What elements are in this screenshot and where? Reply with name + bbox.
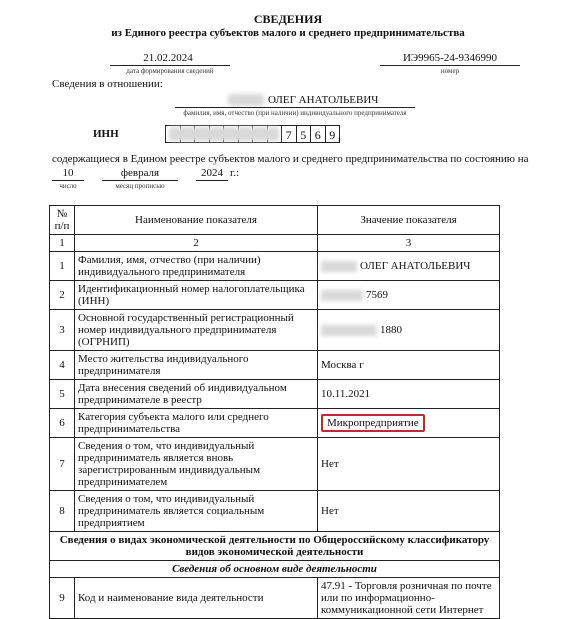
row-name: Место жительства индивидуального предпринимателя <box>75 351 318 380</box>
state-day: 10 <box>62 167 74 179</box>
subsection-row <box>50 561 500 578</box>
index-2: 2 <box>75 235 318 252</box>
table-row <box>50 491 500 532</box>
table-row <box>50 409 500 438</box>
row-value-cell <box>318 252 500 281</box>
inn-digit-box: 5 <box>296 125 312 143</box>
section-row <box>50 532 500 561</box>
state-text: содержащиеся в Едином реестре субъектов малого и среднего предпринимательства по состоянию на <box>52 153 529 165</box>
table-index-row <box>50 235 500 252</box>
redacted-block <box>321 261 357 272</box>
row-number: 4 <box>50 351 75 380</box>
row-number: 2 <box>50 281 75 310</box>
section-title: Сведения о видах экономической деятельности по Общероссийскому классификатору видов экономической деятельности <box>50 532 500 561</box>
table-row <box>50 252 500 281</box>
row-number: 1 <box>50 252 75 281</box>
person-name: ОЛЕГ АНАТОЛЬЕВИЧ <box>268 94 379 106</box>
year-suffix: г.: <box>230 167 240 179</box>
subsection-title: Сведения об основном виде деятельности <box>50 561 500 578</box>
row-number: 3 <box>50 310 75 351</box>
header-indicator-name: Наименование показателя <box>75 206 318 235</box>
row-name: Категория субъекта малого или среднего предпринимательства <box>75 409 318 438</box>
inn-digit-box: 6 <box>310 125 326 143</box>
row-value: Нет <box>318 491 500 532</box>
row-value: 10.11.2021 <box>318 380 500 409</box>
table-row <box>50 578 500 619</box>
row-name: Основной государственный регистрационный номер индивидуального предпринимателя (ОГРНИП) <box>75 310 318 351</box>
row-number: 8 <box>50 491 75 532</box>
row-value: Нет <box>318 438 500 491</box>
row-name: Фамилия, имя, отчество (при наличии) индивидуального предпринимателя <box>75 252 318 281</box>
table-row <box>50 281 500 310</box>
inn-digit-box: 7 <box>281 125 297 143</box>
row-name: Сведения о том, что индивидуальный предприниматель является социальным предприятием <box>75 491 318 532</box>
row-value: ОЛЕГ АНАТОЛЬЕВИЧ <box>360 260 471 272</box>
document-subtitle: из Единого реестра субъектов малого и среднего предпринимательства <box>111 27 465 39</box>
month-caption: месяц прописью <box>115 182 165 190</box>
row-value: Москва г <box>318 351 500 380</box>
person-name-caption: фамилия, имя, отчество (при наличии) индивидуального предпринимателя <box>183 109 407 117</box>
state-month: февраля <box>120 167 160 179</box>
table-row <box>50 351 500 380</box>
row-value-cell <box>318 310 500 351</box>
formation-date-caption: дата формирования сведений <box>126 67 214 75</box>
inn-redaction <box>169 127 279 141</box>
row-value: 7569 <box>366 289 388 301</box>
table-header-row <box>50 206 500 235</box>
row-name: Код и наименование вида деятельности <box>75 578 318 619</box>
row-name: Сведения о том, что индивидуальный предприниматель является вновь зарегистрированным индивидуальным предпринимателем <box>75 438 318 491</box>
row-value-cell <box>318 281 500 310</box>
state-year: 2024 <box>201 167 223 179</box>
row-number: 6 <box>50 409 75 438</box>
inn-end: , <box>338 128 341 142</box>
table-row <box>50 310 500 351</box>
redacted-block <box>321 290 363 301</box>
document-number: ИЭ9965-24-9346990 <box>402 52 498 64</box>
redacted-surname <box>228 94 264 106</box>
category-value-highlight: Микропредприятие <box>321 414 425 432</box>
inn-label: ИНН <box>93 128 119 140</box>
formation-date: 21.02.2024 <box>143 52 193 64</box>
regarding-label: Сведения в отношении: <box>52 78 163 90</box>
index-1: 1 <box>50 235 75 252</box>
row-value-cell <box>318 409 500 438</box>
row-value: 1880 <box>380 324 402 336</box>
document-number-caption: номер <box>440 67 460 75</box>
table-row <box>50 380 500 409</box>
row-number: 9 <box>50 578 75 619</box>
table-row <box>50 438 500 491</box>
day-caption: число <box>59 182 77 190</box>
row-name: Дата внесения сведений об индивидуальном предпринимателе в реестр <box>75 380 318 409</box>
header-indicator-value: Значение показателя <box>318 206 500 235</box>
row-value: 47.91 - Торговля розничная по почте или по информационно-коммуникационной сети Интернет <box>318 578 500 619</box>
inn-digit-box: 9 <box>325 125 341 143</box>
index-3: 3 <box>318 235 500 252</box>
redacted-block <box>321 325 377 336</box>
row-number: 5 <box>50 380 75 409</box>
header-number: № п/п <box>50 206 75 235</box>
document-title: СВЕДЕНИЯ <box>253 12 323 26</box>
row-number: 7 <box>50 438 75 491</box>
row-name: Идентификационный номер налогоплательщика (ИНН) <box>75 281 318 310</box>
registry-table <box>49 205 500 619</box>
